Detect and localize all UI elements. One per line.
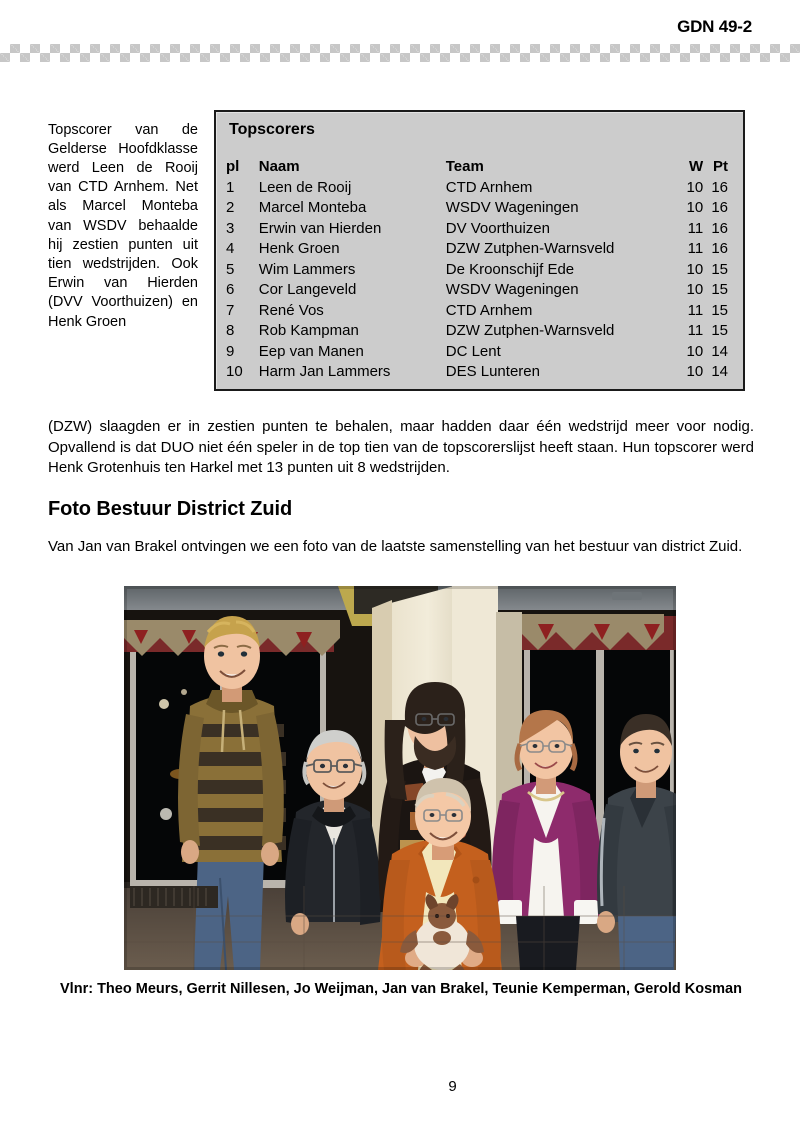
column-header-team: Team bbox=[445, 158, 484, 175]
table-row bbox=[224, 362, 738, 383]
cell-pt: 15 bbox=[711, 301, 728, 319]
cell-pt: 16 bbox=[711, 178, 728, 196]
group-photo bbox=[124, 586, 676, 970]
topscorers-panel bbox=[214, 110, 745, 391]
page-number: 9 bbox=[448, 1078, 457, 1095]
cell-team: CTD Arnhem bbox=[445, 178, 533, 196]
cell-pl: 3 bbox=[226, 219, 235, 237]
column-header-pl: pl bbox=[226, 158, 240, 175]
topscorers-title: Topscorers bbox=[229, 121, 315, 138]
table-row bbox=[224, 280, 738, 301]
cell-w: 10 bbox=[686, 363, 704, 380]
cell-naam: Wim Lammers bbox=[258, 260, 356, 278]
page-header-title: GDN 49-2 bbox=[677, 17, 752, 36]
cell-team: De Kroonschijf Ede bbox=[445, 260, 575, 278]
intro-paragraph: Topscorer van de Gelderse Hoofdklasse werd Leen de Rooij van CTD Arnhem. Net als Marcel Monteba van WSDV behaalde hij zestien punten uit tien wedstrijden. Ook Erwin van Hierden (DVV Voorthuizen) en Henk Groen bbox=[48, 121, 198, 330]
cell-w: 10 bbox=[686, 199, 704, 216]
cell-naam: Erwin van Hierden bbox=[258, 219, 382, 237]
section-heading: Foto Bestuur District Zuid bbox=[48, 497, 293, 520]
cell-team: DV Voorthuizen bbox=[445, 219, 550, 237]
topscorers-table-body bbox=[224, 178, 738, 383]
table-header-row bbox=[224, 157, 738, 178]
cell-naam: René Vos bbox=[258, 301, 324, 319]
table-row bbox=[224, 239, 738, 260]
cell-naam: Eep van Manen bbox=[258, 342, 364, 360]
cell-naam: Rob Kampman bbox=[258, 322, 359, 339]
table-row bbox=[224, 198, 738, 219]
continuation-paragraph: (DZW) slaagden er in zestien punten te behalen, maar hadden daar één wedstrijd meer voor nodig. Opvallend is dat DUO niet één speler in de top tien van de topscorerslijst heeft staan. Hun topscorer werd Henk Grotenhuis ten Harkel met 13 punten uit 8 wedstrijden. bbox=[48, 418, 754, 476]
cell-pt: 16 bbox=[711, 219, 728, 237]
cell-w: 11 bbox=[687, 322, 704, 339]
cell-pl: 6 bbox=[226, 281, 235, 298]
cell-pl: 2 bbox=[226, 199, 235, 216]
cell-naam: Leen de Rooij bbox=[258, 178, 352, 196]
cell-w: 11 bbox=[687, 219, 704, 237]
section-paragraph: Van Jan van Brakel ontvingen we een foto van de laatste samenstelling van het bestuur van district Zuid. bbox=[48, 538, 743, 555]
column-header-naam: Naam bbox=[258, 158, 300, 175]
cell-w: 10 bbox=[686, 281, 704, 298]
cell-pt: 15 bbox=[711, 322, 728, 339]
cell-team: DC Lent bbox=[445, 342, 501, 360]
cell-naam: Cor Langeveld bbox=[258, 281, 357, 298]
table-row bbox=[224, 321, 738, 342]
column-header-w: W bbox=[689, 158, 704, 175]
cell-w: 11 bbox=[687, 240, 704, 257]
group-photo-image bbox=[124, 586, 676, 970]
cell-pt: 15 bbox=[711, 260, 728, 278]
cell-pl: 4 bbox=[226, 240, 235, 257]
cell-pt: 14 bbox=[711, 363, 728, 380]
cell-pl: 9 bbox=[226, 342, 235, 360]
table-row bbox=[224, 178, 738, 199]
cell-team: WSDV Wageningen bbox=[445, 199, 579, 216]
photo-caption: Vlnr: Theo Meurs, Gerrit Nillesen, Jo Weijman, Jan van Brakel, Teunie Kemperman, Gerold Kosman bbox=[60, 981, 742, 997]
cell-team: DZW Zutphen-Warnsveld bbox=[445, 240, 615, 257]
cell-pl: 5 bbox=[226, 260, 235, 278]
cell-naam: Harm Jan Lammers bbox=[258, 363, 391, 380]
cell-pt: 14 bbox=[711, 342, 728, 360]
cell-pt: 15 bbox=[711, 281, 728, 298]
column-header-pt: Pt bbox=[713, 158, 728, 175]
cell-pl: 1 bbox=[226, 178, 235, 196]
cell-naam: Marcel Monteba bbox=[258, 199, 367, 216]
cell-team: DES Lunteren bbox=[445, 363, 540, 380]
cell-pl: 8 bbox=[226, 322, 235, 339]
cell-team: WSDV Wageningen bbox=[445, 281, 579, 298]
table-row bbox=[224, 342, 738, 363]
cell-pt: 16 bbox=[711, 240, 728, 257]
table-row bbox=[224, 219, 738, 240]
cell-w: 11 bbox=[687, 301, 704, 319]
cell-team: CTD Arnhem bbox=[445, 301, 533, 319]
cell-naam: Henk Groen bbox=[258, 240, 340, 257]
table-row bbox=[224, 301, 738, 322]
cell-pl: 7 bbox=[226, 301, 235, 319]
cell-pl: 10 bbox=[226, 363, 243, 380]
table-row bbox=[224, 260, 738, 281]
cell-w: 10 bbox=[686, 260, 704, 278]
cell-w: 10 bbox=[686, 178, 704, 196]
topscorers-table bbox=[224, 157, 738, 383]
cell-pt: 16 bbox=[711, 199, 728, 216]
cell-team: DZW Zutphen-Warnsveld bbox=[445, 322, 615, 339]
cell-w: 10 bbox=[686, 342, 704, 360]
